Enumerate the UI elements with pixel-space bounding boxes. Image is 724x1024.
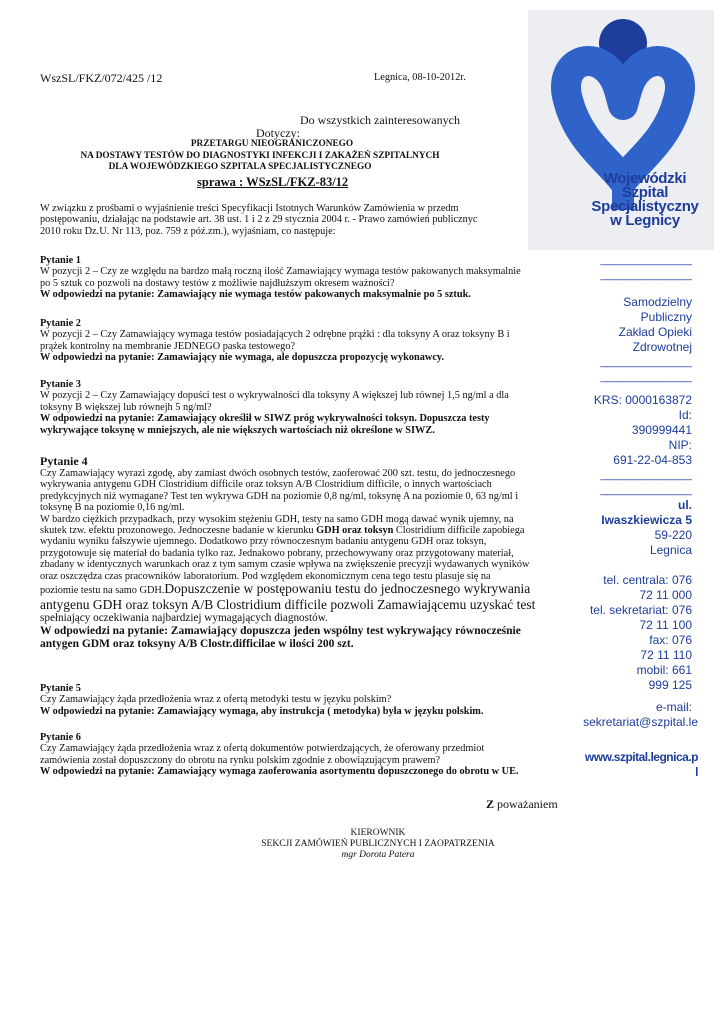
question-text: Czy Zamawiający żąda przedłożenia wraz z ofertą dokumentów potwierdzających, że oferowany przedmiot: [40, 743, 485, 755]
question-text: toksynę B na poziomie 0,16 ng/ml.: [40, 502, 185, 514]
city: Legnica: [649, 543, 692, 557]
phone-secretariat: tel. sekretariat: 076: [589, 603, 692, 617]
mobile: mobil: 661: [636, 663, 692, 677]
question-3: [40, 379, 562, 436]
org-line: Publiczny: [640, 310, 692, 324]
subject-line: NA DOSTAWY TESTÓW DO DIAGNOSTYKI INFEKCJI I ZAKAŻEŃ SZPITALNYCH: [80, 150, 440, 161]
question-text: spełniający oczekiwania najbardziej wymagających diagnostów.: [40, 612, 328, 625]
text-run: Clostridium difficile zapobiega: [393, 525, 525, 537]
question-text: przygotowuje się materiał do badania tylko raz. Jednakowo pobrany, przechowywany oraz przygotowany materiał,: [40, 547, 514, 559]
id-label: Id:: [678, 408, 692, 422]
text-run: skutek tzw. efektu prozonowego. Jednoczesne badanie w kierunku: [40, 525, 317, 537]
org-line: Zakład Opieki: [618, 325, 692, 339]
closing: [486, 797, 558, 812]
question-title: Pytanie 3: [40, 379, 81, 390]
question-2: [40, 318, 562, 364]
answer-text: W odpowiedzi na pytanie: Zamawiający wymaga zaoferowania asortymentu dopuszczonego do obrotu w UE.: [40, 766, 519, 778]
answer-text: antygen GDM oraz toksyny A/B Clostr.difficilae w ilości 200 szt.: [40, 638, 354, 651]
signature-block: [200, 828, 556, 861]
question-text: [40, 525, 562, 536]
question-title: Pytanie 4: [40, 454, 88, 468]
logo-text: [585, 172, 705, 228]
answer-text: W odpowiedzi na pytanie: Zamawiający wymaga, aby instrukcja ( metodyka) była w języku polskim.: [40, 705, 484, 717]
question-text: [40, 582, 562, 598]
separator: ________________: [600, 469, 692, 481]
subject-line: PRZETARGU NIEOGRANICZONEGO: [190, 139, 354, 149]
phone-central-number: 72 11 000: [639, 588, 692, 602]
question-text: antygenu GDH oraz toksyn A/B Clostridium difficile pozwoli Zamawiającemu uzyskać test: [40, 597, 536, 613]
question-text: Czy Zamawiający żąda przedłożenia wraz z ofertą metodyki testu w języku polskim?: [40, 694, 392, 706]
separator: ________________: [600, 269, 692, 281]
question-text: zamówienia został dopuszczony do obrotu na rynku polskim zgodnie z obowiązującym prawem?: [40, 754, 441, 766]
website-line: www.szpital.legnica.p: [584, 750, 698, 764]
separator: ________________: [600, 371, 692, 383]
mobile-number: 999 125: [648, 678, 692, 692]
addressee: Do wszystkich zainteresowanych: [300, 113, 460, 127]
answer-text: W odpowiedzi na pytanie: Zamawiający dopuszcza jeden wspólny test wykrywający równocześnie: [40, 625, 521, 638]
question-title: Pytanie 5: [40, 683, 81, 694]
phone-secretariat-number: 72 11 100: [639, 618, 692, 632]
logo-line: w Legnicy: [610, 212, 680, 229]
krs-number: KRS: 0000163872: [593, 393, 692, 407]
question-text: oraz oszczędza czas pracowników laboratorium. Pod względem ekonomicznym cena tego testu plasuje się na: [40, 570, 491, 582]
closing-initial: Z: [486, 797, 495, 811]
logo-line: Szpital: [621, 184, 669, 201]
text-run: poziomie testu na samo GDH.: [40, 585, 165, 597]
phone-central: tel. centrala: 076: [603, 573, 692, 587]
question-text: predykcyjnych niż wymagane? Test ten wykrywa GDH na poziomie 0,8 ng/ml, toksynę A na poziomie 0, 63 ng/ml i: [40, 490, 519, 502]
question-text: W bardzo ciężkich przypadkach, przy wysokim stężeniu GDH, testy na samo GDH mogą dawać wynik ujemny, na: [40, 513, 514, 525]
subject-block: [40, 139, 480, 174]
question-text: zbadany w identycznych warunkach oraz z tym samym czasie wpływa na zwiększenie precyzji wydawanych wyników: [40, 559, 530, 571]
website-link[interactable]: [578, 750, 698, 780]
separator: ________________: [600, 356, 692, 368]
intro-paragraph: [40, 203, 526, 237]
text-run-large: Dopuszczenie w postępowaniu testu do jednoczesnego wykrywania: [164, 581, 531, 597]
separator: ________________: [600, 484, 692, 496]
email-label: e-mail:: [655, 700, 692, 714]
question-1: [40, 255, 562, 301]
closing-text: poważaniem: [494, 797, 558, 811]
signature-title: KIEROWNIK: [350, 828, 406, 838]
question-text: wykrywania antygenu GDH Clostridium difficile oraz toksyn A/B Clostridium difficile, o innych wartościach: [40, 479, 492, 491]
org-line: Zdrowotnej: [632, 340, 692, 354]
question-text: prążek kontrolny na membranie JEDNEGO paska testowego?: [40, 340, 296, 352]
case-number: sprawa : WSzSL/FKZ-83/12: [197, 175, 349, 189]
nip-value: 691-22-04-853: [613, 453, 692, 467]
subject-line: DLA WOJEWÓDZKIEGO SZPITALA SPECJALISTYCZNEGO: [108, 162, 372, 172]
question-6: [40, 732, 562, 778]
website-line: l: [695, 765, 698, 779]
question-text: W pozycji 2 – Czy Zamawiający wymaga testów posiadających 2 odrębne prążki : dla toksyny A oraz toksyny B i: [40, 329, 510, 341]
text-run-bold: GDH oraz toksyn: [316, 525, 394, 537]
postcode: 59-220: [654, 528, 692, 542]
answer-text: W odpowiedzi na pytanie: Zamawiający nie wymaga testów pakowanych maksymalnie po 5 sztuk.: [40, 289, 471, 301]
id-value: 390999441: [631, 423, 692, 437]
street-name: Iwaszkiewicza 5: [601, 513, 692, 527]
question-4: [40, 454, 562, 651]
question-5: [40, 683, 562, 717]
email-link[interactable]: sekretariat@szpital.le: [583, 715, 698, 729]
regarding-label: Dotyczy:: [256, 126, 300, 140]
intro-line: 2010 roku Dz.U. Nr 113, poz. 759 z póź.zm.), wyjaśniam, co następuje:: [40, 225, 336, 237]
separator: ________________: [600, 254, 692, 266]
answer-text: W odpowiedzi na pytanie: Zamawiający nie wymaga, ale dopuszcza propozycję wykonawcy.: [40, 352, 445, 364]
fax: fax: 076: [649, 633, 692, 647]
intro-line: postępowaniu, działając na podstawie art. 38 ust. 1 i 2 z 29 stycznia 2004 r. - Prawo zamówień publicznyc: [40, 214, 478, 226]
reference-number: WszSL/FKZ/072/425 /12: [40, 71, 163, 85]
sidebar: [578, 253, 698, 780]
intro-line: W związku z prośbami o wyjaśnienie treści Specyfikacji Istotnych Warunków Zamówienia w przedm: [40, 203, 459, 214]
question-title: Pytanie 2: [40, 318, 81, 329]
signature-dept: SEKCJI ZAMÓWIEŃ PUBLICZNYCH I ZAOPATRZENIA: [261, 839, 495, 849]
question-text: Czy Zamawiający wyrazi zgodę, aby zamiast dwóch osobnych testów, zaoferować 200 szt. testu, do jednoczesnego: [40, 468, 516, 479]
question-text: wydaniu wyniku fałszywie ujemnego. Dodatkowo przy równoczesnym badaniu antygenu GDH oraz toksyn,: [40, 536, 487, 548]
org-line: Samodzielny: [623, 295, 692, 309]
fax-number: 72 11 110: [640, 648, 692, 662]
street-label: ul.: [678, 498, 692, 512]
question-title: Pytanie 1: [40, 255, 81, 266]
nip-label: NIP:: [668, 438, 692, 452]
logo-line: Wojewódzki: [603, 170, 687, 187]
question-text: po 5 sztuk co pozwoli na dostawy testów z możliwie najdłuższym okresem ważności?: [40, 277, 395, 289]
question-text: toksyny B większej lub równejh 5 ng/ml?: [40, 401, 212, 413]
answer-text: W odpowiedzi na pytanie: Zamawiający określił w SIWZ próg wykrywalności toksyn. Dopuszcza testy: [40, 413, 490, 425]
question-title: Pytanie 6: [40, 732, 81, 743]
answer-text: wykrywające toksynę w mniejszych, ale nie większych wartościach niż określone w SIWZ.: [40, 424, 435, 436]
place-date: Legnica, 08-10-2012r.: [374, 72, 466, 83]
question-text: W pozycji 2 – Czy ze względu na bardzo małą roczną ilość Zamawiający wymaga testów pakowanych maksymalnie: [40, 266, 521, 278]
logo-line: Specjalistyczny: [591, 198, 699, 215]
question-text: W pozycji 2 – Czy Zamawiający dopuści test o wykrywalności dla toksyny A większej lub równej 1,5 ng/ml a dla: [40, 390, 509, 402]
signature-name: mgr Dorota Patera: [341, 850, 415, 860]
